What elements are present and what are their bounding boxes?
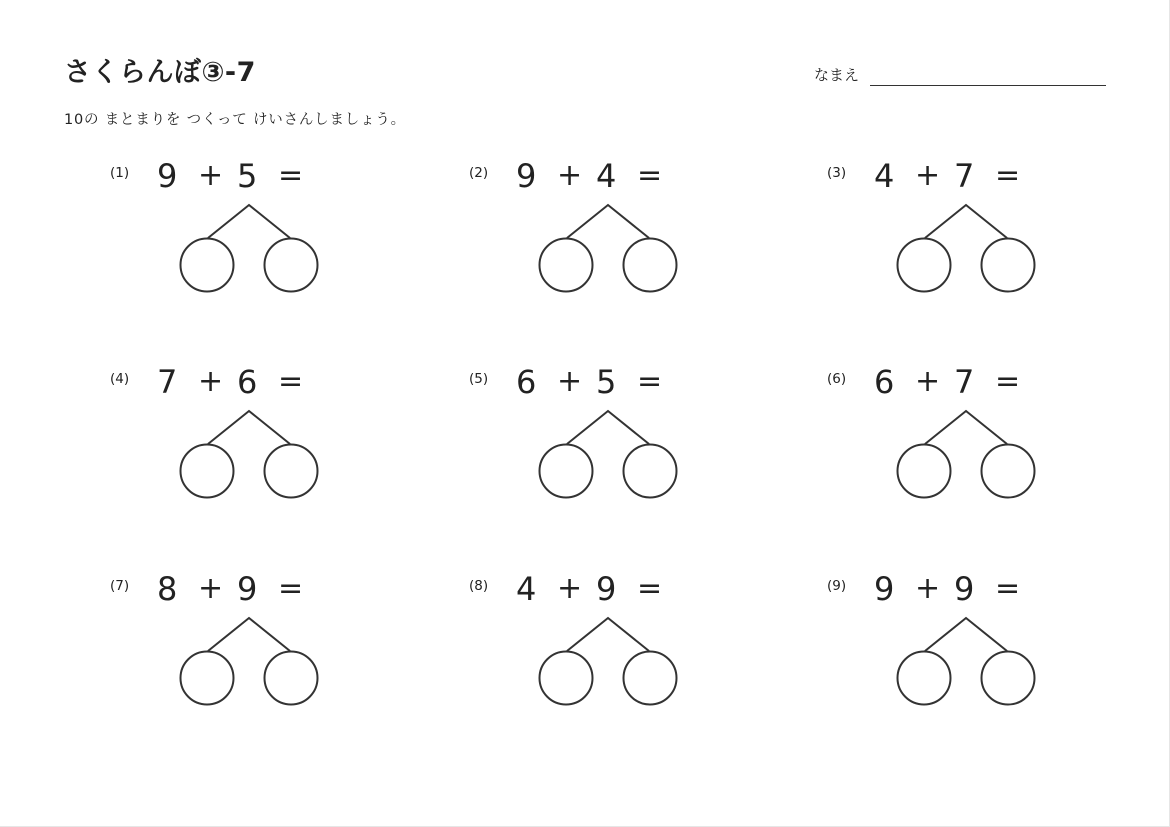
plus-sign: +	[557, 571, 583, 606]
equals-sign: =	[278, 158, 304, 193]
answer-circle-left[interactable]	[181, 239, 234, 292]
addend-first: 6	[874, 363, 895, 401]
addend-second: 9	[596, 570, 617, 608]
answer-circle-left[interactable]	[540, 239, 593, 292]
answer-circle-right[interactable]	[265, 652, 318, 705]
problem-5	[469, 364, 729, 514]
equals-sign: =	[637, 158, 663, 193]
plus-sign: +	[198, 158, 224, 193]
cherry-stem	[208, 411, 290, 444]
cherry-stem	[567, 618, 649, 651]
equals-sign: =	[278, 364, 304, 399]
problem-number: (1)	[110, 165, 130, 181]
problem-2	[469, 158, 729, 308]
answer-circle-left[interactable]	[898, 445, 951, 498]
cherry-tree	[537, 392, 679, 514]
plus-sign: +	[915, 158, 941, 193]
cherry-tree	[537, 599, 679, 721]
problem-number: (2)	[469, 165, 489, 181]
problem-number: (7)	[110, 578, 130, 594]
answer-circle-right[interactable]	[265, 239, 318, 292]
equals-sign: =	[637, 364, 663, 399]
equals-sign: =	[278, 571, 304, 606]
addend-first: 7	[157, 363, 178, 401]
addend-second: 4	[596, 157, 617, 195]
name-write-line[interactable]	[870, 85, 1106, 86]
cherry-tree	[895, 186, 1037, 308]
problem-number: (8)	[469, 578, 489, 594]
addend-second: 6	[237, 363, 258, 401]
answer-circle-left[interactable]	[540, 652, 593, 705]
problem-number: (9)	[827, 578, 847, 594]
name-field[interactable]	[814, 62, 1106, 88]
answer-circle-right[interactable]	[982, 652, 1035, 705]
addend-second: 5	[237, 157, 258, 195]
problem-number: (3)	[827, 165, 847, 181]
addend-second: 9	[954, 570, 975, 608]
plus-sign: +	[198, 364, 224, 399]
addend-first: 9	[157, 157, 178, 195]
answer-circle-right[interactable]	[982, 239, 1035, 292]
cherry-stem	[925, 618, 1007, 651]
addend-first: 4	[516, 570, 537, 608]
answer-circle-right[interactable]	[265, 445, 318, 498]
problem-number: (6)	[827, 371, 847, 387]
cherry-tree	[178, 599, 320, 721]
plus-sign: +	[198, 571, 224, 606]
cherry-stem	[567, 205, 649, 238]
equals-sign: =	[995, 158, 1021, 193]
plus-sign: +	[557, 158, 583, 193]
answer-circle-right[interactable]	[624, 652, 677, 705]
addend-first: 4	[874, 157, 895, 195]
equals-sign: =	[995, 571, 1021, 606]
plus-sign: +	[915, 364, 941, 399]
answer-circle-left[interactable]	[898, 239, 951, 292]
cherry-stem	[925, 205, 1007, 238]
problem-3	[827, 158, 1087, 308]
answer-circle-left[interactable]	[181, 445, 234, 498]
instruction-text: 10の まとまりを つくって けいさんしましょう。	[64, 112, 406, 128]
answer-circle-right[interactable]	[624, 445, 677, 498]
problem-6	[827, 364, 1087, 514]
cherry-stem	[925, 411, 1007, 444]
worksheet-title: さくらんぼ③-7	[64, 57, 256, 88]
problem-4	[110, 364, 370, 514]
problem-number: (5)	[469, 371, 489, 387]
addend-second: 5	[596, 363, 617, 401]
problem-9	[827, 571, 1087, 721]
answer-circle-right[interactable]	[624, 239, 677, 292]
name-label: なまえ	[814, 66, 860, 84]
equals-sign: =	[637, 571, 663, 606]
cherry-stem	[208, 618, 290, 651]
addend-first: 6	[516, 363, 537, 401]
addend-first: 9	[516, 157, 537, 195]
problem-8	[469, 571, 729, 721]
addend-first: 9	[874, 570, 895, 608]
answer-circle-left[interactable]	[181, 652, 234, 705]
problem-number: (4)	[110, 371, 130, 387]
cherry-tree	[178, 186, 320, 308]
plus-sign: +	[915, 571, 941, 606]
answer-circle-left[interactable]	[540, 445, 593, 498]
cherry-stem	[208, 205, 290, 238]
cherry-tree	[895, 392, 1037, 514]
problem-1	[110, 158, 370, 308]
equals-sign: =	[995, 364, 1021, 399]
addend-second: 7	[954, 363, 975, 401]
cherry-tree	[178, 392, 320, 514]
addend-first: 8	[157, 570, 178, 608]
problem-7	[110, 571, 370, 721]
answer-circle-right[interactable]	[982, 445, 1035, 498]
addend-second: 7	[954, 157, 975, 195]
cherry-tree	[537, 186, 679, 308]
addend-second: 9	[237, 570, 258, 608]
plus-sign: +	[557, 364, 583, 399]
cherry-stem	[567, 411, 649, 444]
answer-circle-left[interactable]	[898, 652, 951, 705]
cherry-tree	[895, 599, 1037, 721]
